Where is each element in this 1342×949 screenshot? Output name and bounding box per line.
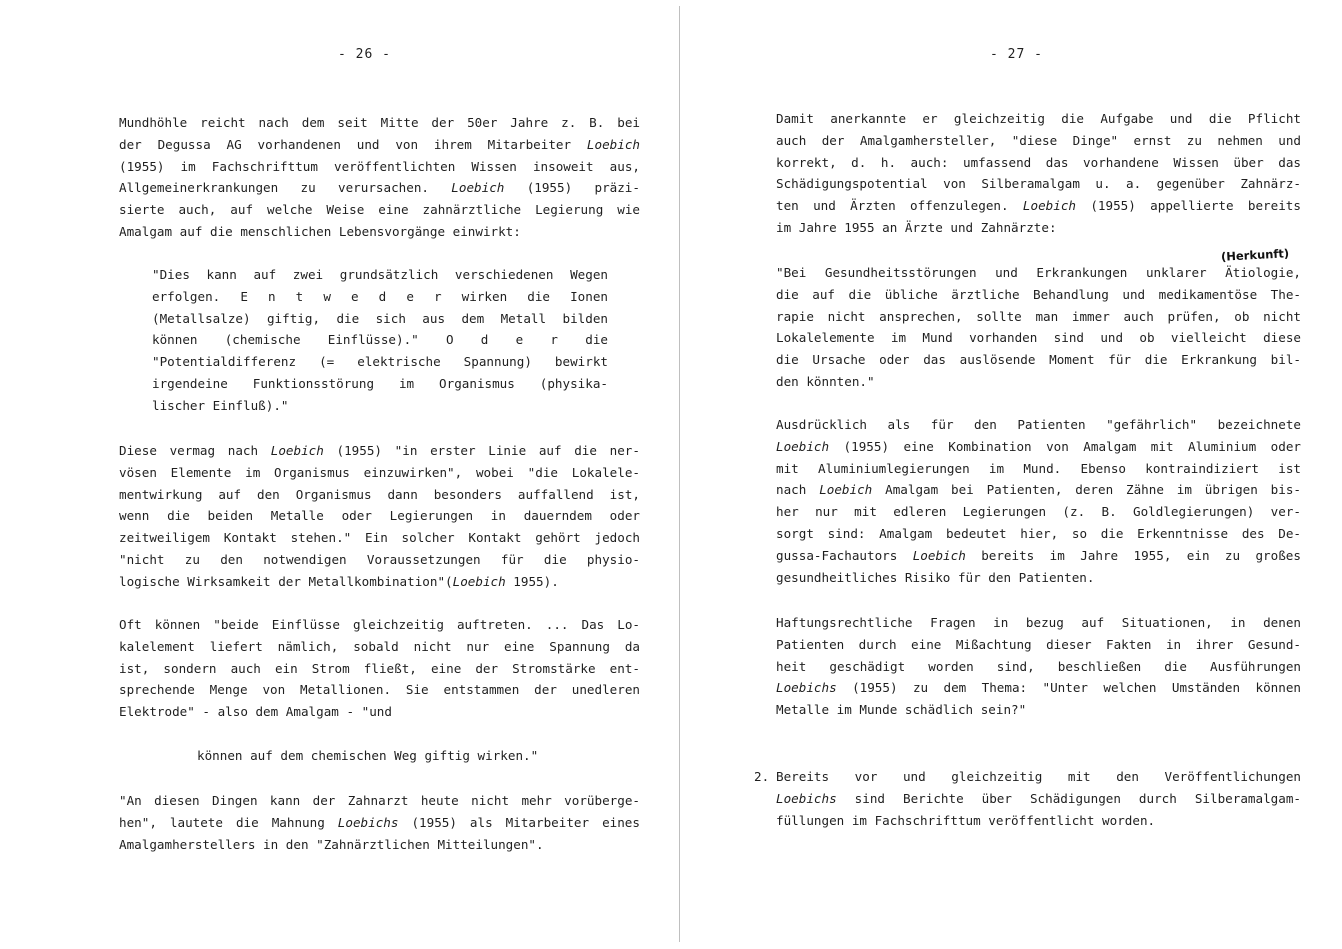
text-line: lischer Einfluß)." [152, 397, 289, 413]
author-name: Loebich [819, 482, 873, 498]
author-name: Loebich [776, 438, 830, 454]
text-line: Loebichs sind Berichte über Schädigungen durch Silberamalgam- [776, 790, 1301, 806]
text-line: Schädigungspotential von Silberamalgam u. a. gegenüber Zahnärz- [776, 176, 1301, 192]
text-line: gesundheitliches Risiko für den Patienten. [776, 569, 1095, 585]
left-paragraph-3 [119, 614, 640, 723]
text-line: Amalgamherstellers in den "Zahnärztlichen Mitteilungen". [119, 836, 544, 852]
right-paragraph-4 [776, 766, 1301, 831]
text-line: "nicht zu den notwendigen Voraussetzungen für die physio- [119, 551, 640, 567]
author-name: Loebich [912, 547, 966, 563]
text-line: erfolgen. E n t w e d e r wirken die Ionen [152, 288, 608, 304]
text-line: heit geschädigt worden sind, beschließen die Ausführungen [776, 658, 1301, 674]
text-line: Allgemeinerkrankungen zu verursachen. Loebich (1955) präzi- [119, 180, 640, 196]
right-quote [776, 262, 1301, 393]
text-line: auch der Amalgamhersteller, "diese Dinge" ernst zu nehmen und [776, 132, 1301, 148]
text-line: Oft können "beide Einflüsse gleichzeitig auftreten. ... Das Lo- [119, 617, 640, 632]
text-line: nach Loebich Amalgam bei Patienten, deren Zähne im übrigen bis- [776, 482, 1301, 498]
handwritten-note: (Herkunft) [1220, 246, 1290, 264]
text-line: Haftungsrechtliche Fragen in bezug auf Situationen, in denen [776, 615, 1301, 630]
text-line: "Potentialdifferenz (= elektrische Spannung) bewirkt [152, 354, 608, 370]
text-line: her nur mit edleren Legierungen (z. B. Goldlegierungen) ver- [776, 504, 1301, 520]
text-line: im Jahre 1955 an Ärzte und Zahnärzte: [776, 219, 1057, 235]
text-line: kalelement liefert nämlich, sobald nicht nur eine Spannung da [119, 638, 640, 654]
text-line: logische Wirksamkeit der Metallkombination"(Loebich 1955). [119, 573, 559, 589]
right-paragraph-2 [776, 414, 1301, 588]
text-line: (Metallsalze) giftig, die sich aus dem Metall bilden [152, 310, 608, 326]
text-line: Diese vermag nach Loebich (1955) "in erster Linie auf die ner- [119, 443, 640, 458]
page-number-right: - 27 - [990, 47, 1043, 62]
text-line: Metalle im Munde schädlich sein?" [776, 702, 1027, 718]
author-name: Loebichs [776, 790, 837, 806]
text-line: die auf die übliche ärztliche Behandlung und medikamentöse The- [776, 286, 1301, 302]
text-line: Loebichs (1955) zu dem Thema: "Unter welchen Umständen können [776, 680, 1301, 696]
left-paragraph-4 [119, 790, 640, 855]
text-line: mit Aluminiumlegierungen im Mund. Ebenso kontraindiziert ist [776, 460, 1301, 476]
text-line: Amalgam auf die menschlichen Lebensvorgänge einwirkt: [119, 223, 521, 239]
text-line: "Bei Gesundheitsstörungen und Erkrankungen unklarer Ätiologie, [776, 265, 1301, 280]
text-line: mentwirkung auf den Organismus dann besonders auffallend ist, [119, 486, 640, 502]
text-line: (1955) im Fachschrifttum veröffentlichten Wissen insoweit aus, [119, 158, 640, 174]
author-name: Loebich [586, 136, 640, 152]
left-paragraph-2 [119, 440, 640, 593]
text-line: der Degussa AG vorhandenen und von ihrem Mitarbeiter Loebich [119, 136, 640, 152]
text-line: Bereits vor und gleichzeitig mit den Veröffentlichungen [776, 769, 1301, 784]
list-number: 2. [754, 769, 770, 784]
text-line: irgendeine Funktionsstörung im Organismus (physika- [152, 375, 608, 391]
author-name: Loebich [451, 180, 505, 196]
text-line: sorgt sind: Amalgam bedeutet hier, so die Erkenntnisse des De- [776, 525, 1301, 541]
text-line: füllungen im Fachschrifttum veröffentlicht worden. [776, 812, 1156, 828]
text-line: gussa-Fachautors Loebich bereits im Jahre 1955, ein zu großes [776, 547, 1301, 563]
right-paragraph-3 [776, 612, 1301, 721]
author-name: Loebichs [776, 680, 837, 696]
text-line: korrekt, d. h. auch: umfassend das vorhandene Wissen über das [776, 154, 1301, 170]
text-line: den könnten." [776, 373, 875, 389]
author-name: Loebich [452, 573, 506, 589]
text-line: rapie nicht ansprechen, sollte man immer auch prüfen, ob nicht [776, 308, 1301, 324]
text-line: Elektrode" - also dem Amalgam - "und [119, 704, 392, 720]
text-line: sierte auch, auf welche Weise eine zahnärztliche Legierung wie [119, 202, 640, 218]
left-quote-1 [152, 264, 608, 417]
text-line: vösen Elemente im Organismus einzuwirken", wobei "die Lokalele- [119, 464, 640, 480]
author-name: Loebichs [337, 814, 399, 830]
text-line: Lokalelemente im Mund vorhanden sind und ob vielleicht diese [776, 330, 1301, 346]
text-line: Mundhöhle reicht nach dem seit Mitte der 50er Jahre z. B. bei [119, 115, 640, 130]
text-line: zeitweiligem Kontakt stehen." Ein solcher Kontakt gehört jedoch [119, 530, 640, 546]
text-line: ist, sondern auch ein Strom fließt, eine der Stromstärke ent- [119, 660, 640, 676]
text-line: Patienten durch eine Mißachtung dieser Fakten in ihrer Gesund- [776, 636, 1301, 652]
text-line: wenn die beiden Metalle oder Legierungen in dauerndem oder [119, 508, 640, 524]
right-paragraph-1 [776, 108, 1301, 239]
text-line: Ausdrücklich als für den Patienten "gefährlich" bezeichnete [776, 417, 1301, 432]
text-line: die Ursache oder das auslösende Moment für die Erkrankung bil- [776, 352, 1301, 368]
text-line: können (chemische Einflüsse)." O d e r die [152, 332, 608, 348]
text-line: hen", lautete die Mahnung Loebichs (1955) als Mitarbeiter eines [119, 814, 640, 830]
right-page [674, 0, 1342, 949]
page-number-left: - 26 - [338, 47, 391, 62]
text-line: sprechende Menge von Metallionen. Sie entstammen der unedleren [119, 682, 640, 698]
left-paragraph-1 [119, 112, 640, 243]
text-line: "Dies kann auf zwei grundsätzlich verschiedenen Wegen [152, 267, 608, 282]
text-line: "An diesen Dingen kann der Zahnarzt heute nicht mehr vorüberge- [119, 793, 640, 808]
text-line: Damit anerkannte er gleichzeitig die Aufgabe und die Pflicht [776, 111, 1301, 126]
author-name: Loebich [1022, 198, 1076, 214]
text-line: ten und Ärzten offenzulegen. Loebich (1955) appellierte bereits [776, 198, 1301, 214]
left-center-quote: können auf dem chemischen Weg giftig wirken." [197, 748, 539, 763]
author-name: Loebich [270, 443, 324, 458]
text-line: Loebich (1955) eine Kombination von Amalgam mit Aluminium oder [776, 438, 1301, 454]
